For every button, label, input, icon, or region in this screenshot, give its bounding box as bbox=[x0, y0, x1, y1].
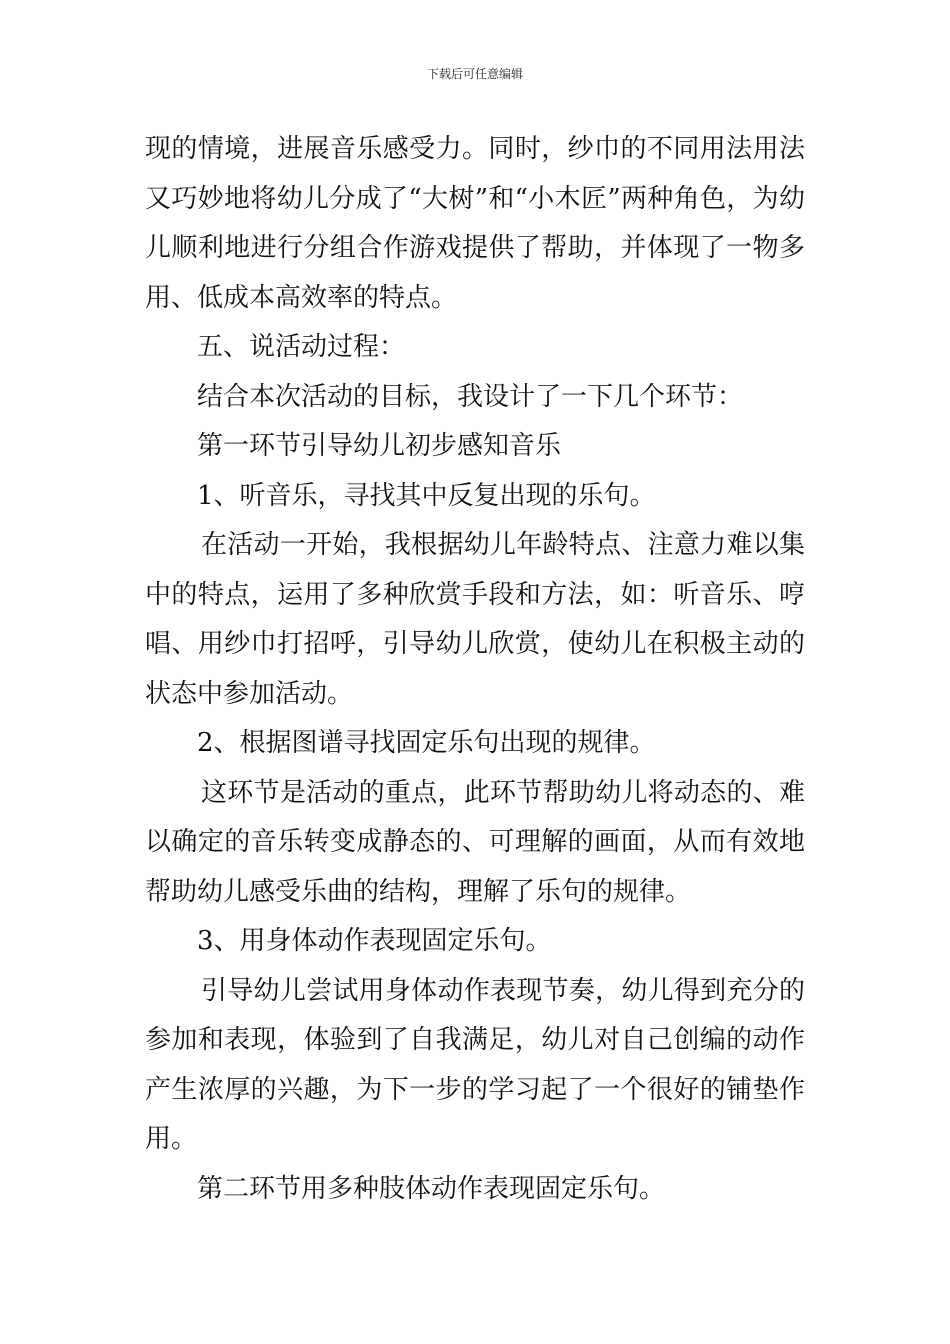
section-heading-activity-process: 五、说活动过程： bbox=[197, 332, 406, 362]
list-item-3: 3、用身体动作表现固定乐句。 bbox=[197, 926, 552, 956]
page-header-note: 下载后可任意编辑 bbox=[426, 67, 523, 81]
paragraph-continuation: 现的情境，进展音乐感受力。同时，纱巾的不同用法用法又巧妙地将幼儿分成了“大树”和“小木匠”两种角色，为幼儿顺利地进行分组合作游戏提供了帮助，并体现了一物多用、低成本高效率的特点。 bbox=[145, 134, 805, 313]
paragraph-step-three-detail: 引导幼儿尝试用身体动作表现节奏，幼儿得到充分的参加和表现，体验到了自我满足，幼儿对自己创编的动作产生浓厚的兴趣，为下一步的学习起了一个很好的铺垫作用。 bbox=[145, 975, 805, 1154]
document-body bbox=[145, 125, 805, 1214]
list-item-2: 2、根据图谱寻找固定乐句出现的规律。 bbox=[197, 728, 656, 758]
list-item-1: 1、听音乐，寻找其中反复出现的乐句。 bbox=[197, 480, 656, 511]
paragraph-step-one-detail: 在活动一开始，我根据幼儿年龄特点、注意力难以集中的特点，运用了多种欣赏手段和方法，如：听音乐、哼唱、用纱巾打招呼，引导幼儿欣赏，使幼儿在积极主动的状态中参加活动。 bbox=[145, 530, 805, 709]
subheading-step-two: 第二环节用多种肢体动作表现固定乐句。 bbox=[197, 1173, 666, 1204]
paragraph-step-two-detail: 这环节是活动的重点，此环节帮助幼儿将动态的、难以确定的音乐转变成静态的、可理解的画面，从而有效地帮助幼儿感受乐曲的结构，理解了乐句的规律。 bbox=[145, 777, 805, 907]
subheading-step-one: 第一环节引导幼儿初步感知音乐 bbox=[197, 431, 562, 461]
paragraph-intro-steps: 结合本次活动的目标，我设计了一下几个环节： bbox=[197, 381, 744, 412]
